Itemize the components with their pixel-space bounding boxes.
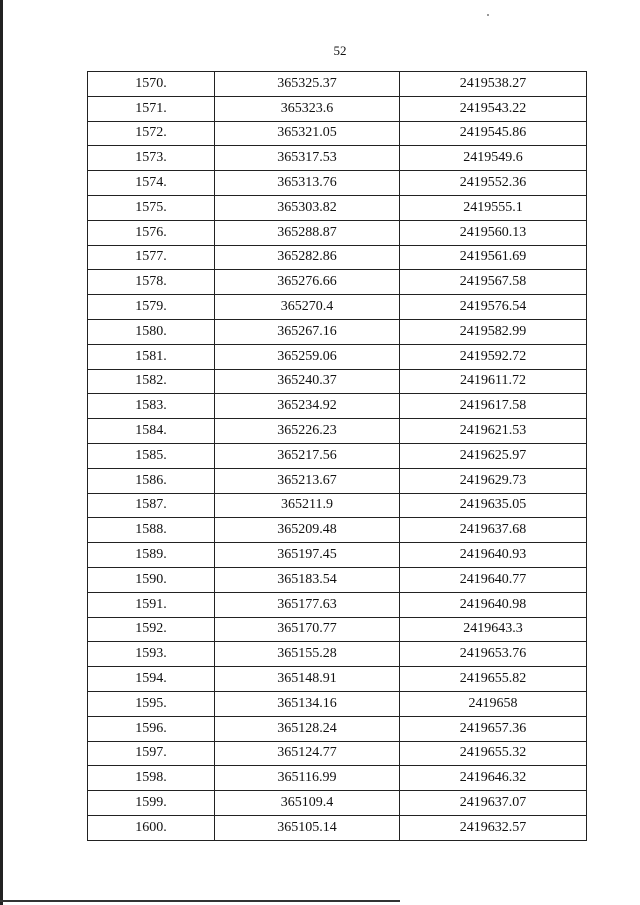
point-number-cell: 1590. <box>88 567 215 592</box>
x-coordinate-cell: 365259.06 <box>215 344 400 369</box>
point-number-cell: 1571. <box>88 96 215 121</box>
point-number-cell: 1595. <box>88 691 215 716</box>
table-row <box>88 344 587 369</box>
y-coordinate-cell: 2419611.72 <box>400 369 587 394</box>
y-coordinate-cell: 2419538.27 <box>400 72 587 97</box>
x-coordinate-cell: 365170.77 <box>215 617 400 642</box>
table-row <box>88 419 587 444</box>
x-coordinate-cell: 365317.53 <box>215 146 400 171</box>
y-coordinate-cell: 2419640.98 <box>400 592 587 617</box>
point-number-cell: 1580. <box>88 319 215 344</box>
table-row <box>88 567 587 592</box>
y-coordinate-cell: 2419543.22 <box>400 96 587 121</box>
y-coordinate-cell: 2419617.58 <box>400 394 587 419</box>
table-row <box>88 691 587 716</box>
table-row <box>88 220 587 245</box>
x-coordinate-cell: 365267.16 <box>215 319 400 344</box>
x-coordinate-cell: 365124.77 <box>215 741 400 766</box>
scan-speck <box>487 14 489 16</box>
point-number-cell: 1575. <box>88 195 215 220</box>
y-coordinate-cell: 2419637.68 <box>400 518 587 543</box>
table-row <box>88 493 587 518</box>
point-number-cell: 1588. <box>88 518 215 543</box>
y-coordinate-cell: 2419592.72 <box>400 344 587 369</box>
point-number-cell: 1576. <box>88 220 215 245</box>
coordinates-table <box>87 71 587 841</box>
x-coordinate-cell: 365177.63 <box>215 592 400 617</box>
point-number-cell: 1594. <box>88 667 215 692</box>
x-coordinate-cell: 365197.45 <box>215 543 400 568</box>
point-number-cell: 1597. <box>88 741 215 766</box>
table-row <box>88 369 587 394</box>
point-number-cell: 1589. <box>88 543 215 568</box>
point-number-cell: 1599. <box>88 791 215 816</box>
table-row <box>88 667 587 692</box>
y-coordinate-cell: 2419555.1 <box>400 195 587 220</box>
table-row <box>88 592 587 617</box>
x-coordinate-cell: 365323.6 <box>215 96 400 121</box>
point-number-cell: 1579. <box>88 295 215 320</box>
point-number-cell: 1593. <box>88 642 215 667</box>
y-coordinate-cell: 2419576.54 <box>400 295 587 320</box>
point-number-cell: 1586. <box>88 468 215 493</box>
point-number-cell: 1596. <box>88 716 215 741</box>
y-coordinate-cell: 2419637.07 <box>400 791 587 816</box>
table-row <box>88 617 587 642</box>
point-number-cell: 1585. <box>88 443 215 468</box>
x-coordinate-cell: 365109.4 <box>215 791 400 816</box>
scan-edge-bottom <box>0 900 400 902</box>
table-row <box>88 716 587 741</box>
point-number-cell: 1581. <box>88 344 215 369</box>
point-number-cell: 1578. <box>88 270 215 295</box>
y-coordinate-cell: 2419625.97 <box>400 443 587 468</box>
y-coordinate-cell: 2419545.86 <box>400 121 587 146</box>
y-coordinate-cell: 2419549.6 <box>400 146 587 171</box>
table-row <box>88 295 587 320</box>
scan-edge-left <box>0 0 3 905</box>
point-number-cell: 1582. <box>88 369 215 394</box>
x-coordinate-cell: 365211.9 <box>215 493 400 518</box>
x-coordinate-cell: 365148.91 <box>215 667 400 692</box>
point-number-cell: 1574. <box>88 171 215 196</box>
y-coordinate-cell: 2419657.36 <box>400 716 587 741</box>
y-coordinate-cell: 2419629.73 <box>400 468 587 493</box>
x-coordinate-cell: 365209.48 <box>215 518 400 543</box>
point-number-cell: 1598. <box>88 766 215 791</box>
table-row <box>88 468 587 493</box>
y-coordinate-cell: 2419560.13 <box>400 220 587 245</box>
y-coordinate-cell: 2419552.36 <box>400 171 587 196</box>
y-coordinate-cell: 2419567.58 <box>400 270 587 295</box>
y-coordinate-cell: 2419643.3 <box>400 617 587 642</box>
coordinates-table-body <box>88 72 587 841</box>
x-coordinate-cell: 365226.23 <box>215 419 400 444</box>
x-coordinate-cell: 365234.92 <box>215 394 400 419</box>
point-number-cell: 1587. <box>88 493 215 518</box>
table-row <box>88 443 587 468</box>
table-row <box>88 815 587 840</box>
x-coordinate-cell: 365240.37 <box>215 369 400 394</box>
table-row <box>88 741 587 766</box>
point-number-cell: 1583. <box>88 394 215 419</box>
table-row <box>88 72 587 97</box>
point-number-cell: 1573. <box>88 146 215 171</box>
table-row <box>88 518 587 543</box>
table-row <box>88 96 587 121</box>
x-coordinate-cell: 365213.67 <box>215 468 400 493</box>
x-coordinate-cell: 365282.86 <box>215 245 400 270</box>
table-row <box>88 245 587 270</box>
y-coordinate-cell: 2419655.32 <box>400 741 587 766</box>
table-row <box>88 642 587 667</box>
table-row <box>88 766 587 791</box>
x-coordinate-cell: 365325.37 <box>215 72 400 97</box>
x-coordinate-cell: 365288.87 <box>215 220 400 245</box>
y-coordinate-cell: 2419655.82 <box>400 667 587 692</box>
table-row <box>88 543 587 568</box>
table-row <box>88 195 587 220</box>
page-number: 52 <box>333 43 347 58</box>
x-coordinate-cell: 365134.16 <box>215 691 400 716</box>
table-row <box>88 319 587 344</box>
x-coordinate-cell: 365105.14 <box>215 815 400 840</box>
x-coordinate-cell: 365276.66 <box>215 270 400 295</box>
y-coordinate-cell: 2419658 <box>400 691 587 716</box>
x-coordinate-cell: 365116.99 <box>215 766 400 791</box>
x-coordinate-cell: 365183.54 <box>215 567 400 592</box>
point-number-cell: 1577. <box>88 245 215 270</box>
y-coordinate-cell: 2419582.99 <box>400 319 587 344</box>
x-coordinate-cell: 365313.76 <box>215 171 400 196</box>
y-coordinate-cell: 2419621.53 <box>400 419 587 444</box>
y-coordinate-cell: 2419640.77 <box>400 567 587 592</box>
table-row <box>88 270 587 295</box>
y-coordinate-cell: 2419632.57 <box>400 815 587 840</box>
x-coordinate-cell: 365321.05 <box>215 121 400 146</box>
table-row <box>88 121 587 146</box>
y-coordinate-cell: 2419653.76 <box>400 642 587 667</box>
y-coordinate-cell: 2419646.32 <box>400 766 587 791</box>
x-coordinate-cell: 365155.28 <box>215 642 400 667</box>
point-number-cell: 1600. <box>88 815 215 840</box>
y-coordinate-cell: 2419640.93 <box>400 543 587 568</box>
point-number-cell: 1584. <box>88 419 215 444</box>
y-coordinate-cell: 2419561.69 <box>400 245 587 270</box>
x-coordinate-cell: 365270.4 <box>215 295 400 320</box>
table-row <box>88 171 587 196</box>
table-row <box>88 394 587 419</box>
table-row <box>88 791 587 816</box>
x-coordinate-cell: 365217.56 <box>215 443 400 468</box>
point-number-cell: 1572. <box>88 121 215 146</box>
x-coordinate-cell: 365128.24 <box>215 716 400 741</box>
point-number-cell: 1591. <box>88 592 215 617</box>
x-coordinate-cell: 365303.82 <box>215 195 400 220</box>
y-coordinate-cell: 2419635.05 <box>400 493 587 518</box>
point-number-cell: 1592. <box>88 617 215 642</box>
point-number-cell: 1570. <box>88 72 215 97</box>
table-row <box>88 146 587 171</box>
